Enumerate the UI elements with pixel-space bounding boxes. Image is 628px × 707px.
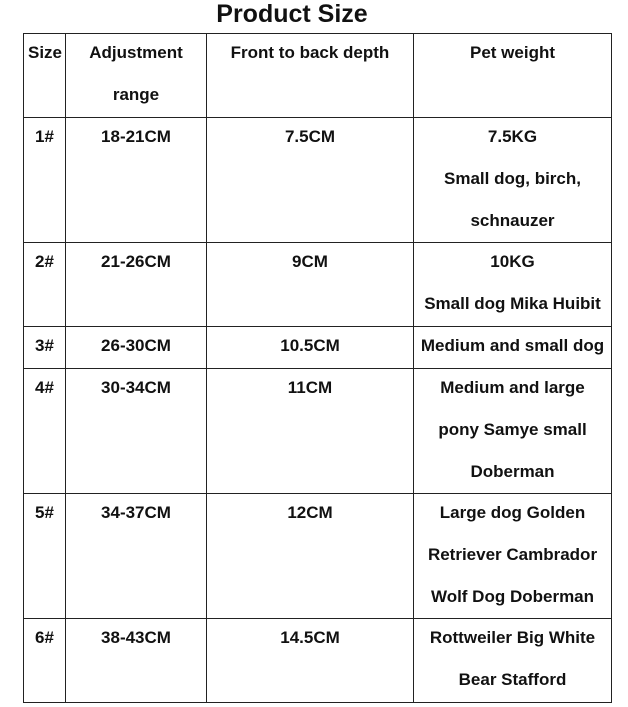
weight-line: Medium and small dog: [420, 336, 605, 355]
weight-line: Wolf Dog Doberman: [430, 587, 595, 606]
cell-size: [24, 118, 66, 243]
adjustment-value: 26-30CM: [101, 336, 171, 355]
weight-line: Small dog Mika Huibit: [424, 294, 601, 313]
adjustment-value: 38-43CM: [101, 628, 171, 647]
depth-value: 12CM: [287, 503, 333, 522]
size-value: 6#: [35, 628, 54, 647]
cell-adjustment: [66, 494, 207, 619]
size-value: 5#: [35, 503, 54, 522]
size-value: 2#: [35, 252, 54, 271]
adjustment-value: 21-26CM: [101, 252, 171, 271]
weight-line: Small dog, birch,: [444, 169, 581, 188]
weight-line: Rottweiler Big White: [429, 628, 596, 647]
adjustment-value: 18-21CM: [101, 127, 171, 146]
depth-value: 14.5CM: [280, 628, 340, 647]
cell-pet-weight: [414, 369, 612, 494]
table-row: [24, 118, 612, 243]
table-header-row: [24, 34, 612, 118]
cell-pet-weight: [414, 494, 612, 619]
cell-size: [24, 494, 66, 619]
cell-adjustment: [66, 243, 207, 327]
cell-pet-weight: [414, 118, 612, 243]
header-depth-label: Front to back depth: [230, 43, 390, 62]
cell-adjustment: [66, 118, 207, 243]
weight-line: Doberman: [470, 462, 555, 481]
header-adjustment-label-line2: range: [112, 85, 160, 104]
cell-adjustment: [66, 619, 207, 703]
cell-size: [24, 243, 66, 327]
depth-value: 11CM: [287, 378, 333, 397]
weight-line: pony Samye small: [438, 420, 587, 439]
header-size-label: Size: [28, 43, 63, 62]
cell-adjustment: [66, 369, 207, 494]
product-size-table: [23, 33, 612, 703]
cell-depth: [207, 243, 414, 327]
adjustment-value: 30-34CM: [101, 378, 171, 397]
size-value: 4#: [35, 378, 54, 397]
weight-line: Retriever Cambrador: [427, 545, 598, 564]
cell-depth: [207, 494, 414, 619]
size-value: 3#: [35, 336, 54, 355]
cell-size: [24, 327, 66, 369]
cell-adjustment: [66, 327, 207, 369]
size-value: 1#: [35, 127, 54, 146]
cell-depth: [207, 327, 414, 369]
weight-line: 7.5KG: [487, 127, 538, 146]
header-size: [24, 34, 66, 118]
weight-line: Bear Stafford: [458, 670, 567, 689]
cell-size: [24, 369, 66, 494]
table-row: [24, 327, 612, 369]
weight-line: 10KG: [490, 252, 535, 271]
weight-line: schnauzer: [470, 211, 555, 230]
weight-line: Medium and large: [440, 378, 585, 397]
cell-size: [24, 619, 66, 703]
cell-pet-weight: [414, 619, 612, 703]
cell-depth: [207, 118, 414, 243]
depth-value: 10.5CM: [280, 336, 340, 355]
header-pet-weight: [414, 34, 612, 118]
cell-pet-weight: [414, 327, 612, 369]
table-row: [24, 243, 612, 327]
header-front-to-back-depth: [207, 34, 414, 118]
header-adjustment-range: [66, 34, 207, 118]
header-adjustment-label-line1: Adjustment: [89, 43, 183, 62]
page-title: Product Size: [216, 0, 368, 28]
cell-depth: [207, 369, 414, 494]
depth-value: 9CM: [292, 252, 328, 271]
adjustment-value: 34-37CM: [101, 503, 171, 522]
weight-line: Large dog Golden: [439, 503, 586, 522]
table-row: [24, 369, 612, 494]
header-weight-label: Pet weight: [469, 43, 555, 62]
table-row: [24, 494, 612, 619]
table-row: [24, 619, 612, 703]
cell-pet-weight: [414, 243, 612, 327]
depth-value: 7.5CM: [284, 127, 336, 146]
cell-depth: [207, 619, 414, 703]
